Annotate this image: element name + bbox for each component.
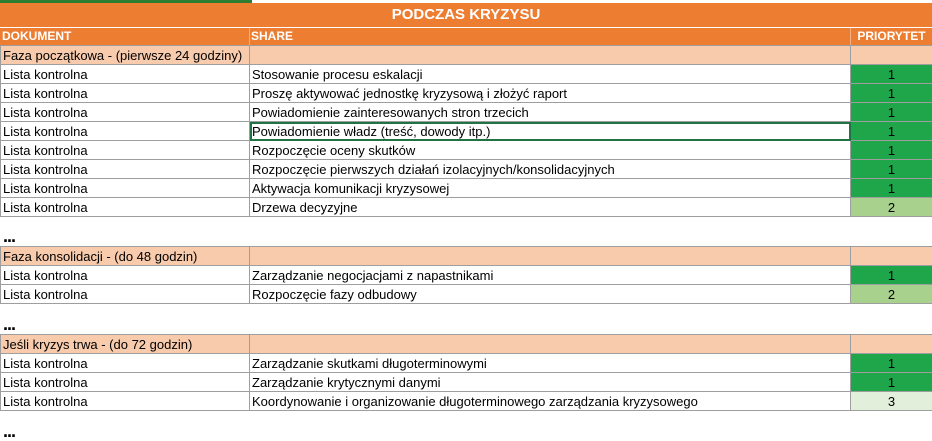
priority-cell[interactable]: 3 — [851, 392, 932, 411]
share-cell[interactable]: Rozpoczęcie pierwszych działań izolacyjnych/konsolidacyjnych — [250, 160, 851, 179]
priority-cell[interactable]: 1 — [851, 65, 932, 84]
document-cell[interactable]: Lista kontrolna — [1, 84, 250, 103]
table-row — [1, 103, 932, 122]
document-cell[interactable]: Lista kontrolna — [1, 179, 250, 198]
table-row — [1, 392, 932, 411]
table-row — [1, 354, 932, 373]
phase-cell-empty[interactable] — [851, 335, 932, 354]
priority-cell[interactable]: 1 — [851, 141, 932, 160]
share-cell[interactable]: Zarządzanie negocjacjami z napastnikami — [250, 266, 851, 285]
document-cell[interactable]: Lista kontrolna — [1, 122, 250, 141]
ellipsis: ... — [3, 425, 15, 437]
phase-label[interactable]: Jeśli kryzys trwa - (do 72 godzin) — [1, 335, 250, 354]
share-cell[interactable]: Stosowanie procesu eskalacji — [250, 65, 851, 84]
column-header-share[interactable]: SHARE — [251, 28, 293, 45]
share-cell[interactable]: Zarządzanie skutkami długoterminowymi — [250, 354, 851, 373]
priority-cell[interactable]: 2 — [851, 198, 932, 217]
priority-cell[interactable]: 1 — [851, 103, 932, 122]
table-row — [1, 285, 932, 304]
ellipsis: ... — [3, 318, 15, 330]
document-cell[interactable]: Lista kontrolna — [1, 103, 250, 122]
section-table-ongoing — [0, 334, 932, 411]
table-row — [1, 266, 932, 285]
section-table-consolidation — [0, 246, 932, 304]
phase-cell-empty[interactable] — [250, 247, 851, 266]
table-row — [1, 122, 932, 141]
column-header-priority[interactable]: PRIORYTET — [851, 28, 932, 45]
table-row — [1, 198, 932, 217]
column-header-document[interactable]: DOKUMENT — [2, 28, 71, 45]
phase-cell-empty[interactable] — [250, 46, 851, 65]
table-row — [1, 179, 932, 198]
priority-cell[interactable]: 1 — [851, 122, 932, 141]
document-cell[interactable]: Lista kontrolna — [1, 285, 250, 304]
document-cell[interactable]: Lista kontrolna — [1, 392, 250, 411]
phase-label[interactable]: Faza konsolidacji - (do 48 godzin) — [1, 247, 250, 266]
share-cell-selected[interactable]: Powiadomienie władz (treść, dowody itp.) — [250, 122, 851, 141]
priority-cell[interactable]: 2 — [851, 285, 932, 304]
phase-cell-empty[interactable] — [250, 335, 851, 354]
table-row — [1, 84, 932, 103]
share-cell[interactable]: Proszę aktywować jednostkę kryzysową i złożyć raport — [250, 84, 851, 103]
column-header-row — [0, 28, 932, 45]
document-cell[interactable]: Lista kontrolna — [1, 65, 250, 84]
share-cell[interactable]: Zarządzanie krytycznymi danymi — [250, 373, 851, 392]
document-cell[interactable]: Lista kontrolna — [1, 141, 250, 160]
share-cell[interactable]: Koordynowanie i organizowanie długoterminowego zarządzania kryzysowego — [250, 392, 851, 411]
document-cell[interactable]: Lista kontrolna — [1, 198, 250, 217]
phase-row — [1, 46, 932, 65]
phase-cell-empty[interactable] — [851, 46, 932, 65]
share-cell[interactable]: Powiadomienie zainteresowanych stron trzecich — [250, 103, 851, 122]
share-cell[interactable]: Rozpoczęcie fazy odbudowy — [250, 285, 851, 304]
share-cell[interactable]: Aktywacja komunikacji kryzysowej — [250, 179, 851, 198]
priority-cell[interactable]: 1 — [851, 354, 932, 373]
table-row — [1, 160, 932, 179]
document-cell[interactable]: Lista kontrolna — [1, 354, 250, 373]
phase-label[interactable]: Faza początkowa - (pierwsze 24 godziny) — [1, 46, 250, 65]
phase-cell-empty[interactable] — [851, 247, 932, 266]
document-cell[interactable]: Lista kontrolna — [1, 160, 250, 179]
phase-row — [1, 247, 932, 266]
priority-cell[interactable]: 1 — [851, 266, 932, 285]
sheet-title: PODCZAS KRYZYSU — [0, 3, 932, 27]
table-row — [1, 373, 932, 392]
priority-cell[interactable]: 1 — [851, 160, 932, 179]
share-cell[interactable]: Drzewa decyzyjne — [250, 198, 851, 217]
phase-row — [1, 335, 932, 354]
column-divider — [249, 28, 250, 45]
section-table-initial — [0, 45, 932, 217]
ellipsis: ... — [3, 230, 15, 242]
share-cell[interactable]: Rozpoczęcie oceny skutków — [250, 141, 851, 160]
priority-cell[interactable]: 1 — [851, 373, 932, 392]
priority-cell[interactable]: 1 — [851, 84, 932, 103]
priority-cell[interactable]: 1 — [851, 179, 932, 198]
document-cell[interactable]: Lista kontrolna — [1, 373, 250, 392]
table-row — [1, 141, 932, 160]
table-row — [1, 65, 932, 84]
document-cell[interactable]: Lista kontrolna — [1, 266, 250, 285]
